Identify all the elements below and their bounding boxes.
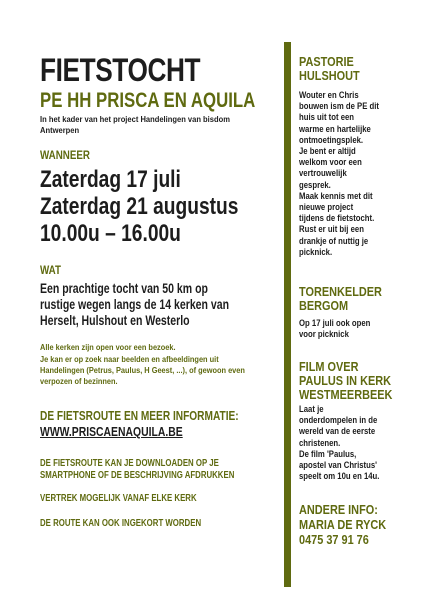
- note-line: verpozen of bezinnen.: [40, 376, 118, 386]
- intro-line: Antwerpen: [40, 125, 80, 135]
- what-line: Herselt, Hulshout en Westerlo: [40, 313, 190, 328]
- side-line: vertrouwelijk: [299, 168, 347, 179]
- side-heading: ANDERE INFO:: [299, 502, 378, 517]
- what-line: rustige wegen langs de 14 kerken van: [40, 297, 230, 312]
- side-text-film: [299, 404, 393, 482]
- hours-line: 10.00u – 16.00u: [40, 220, 181, 247]
- side-heading: TORENKELDER: [299, 284, 382, 299]
- what-line: Een prachtige tocht van 50 km op: [40, 281, 208, 296]
- note-line: Je kan er op zoek naar beelden en afbeeldingen uit: [40, 354, 219, 364]
- when-heading: WANNEER: [40, 150, 90, 162]
- note-line: Alle kerken zijn open voor een bezoek.: [40, 342, 176, 352]
- side-line: ontmoetingsplek.: [299, 134, 364, 145]
- side-line: Rust er uit bij een: [299, 224, 364, 235]
- side-line: huis uit tot een: [299, 112, 355, 123]
- date-line: Zaterdag 17 juli: [40, 166, 181, 193]
- contact-name: MARIA DE RYCK: [299, 517, 387, 532]
- column-divider: [284, 42, 291, 587]
- side-line: gesprek.: [299, 179, 331, 190]
- route-info-line: SMARTPHONE OF DE BESCHRIJVING AFDRUKKEN: [40, 470, 235, 481]
- side-line: Op 17 juli ook open: [299, 318, 371, 328]
- side-line: apostel van Christus': [299, 460, 377, 471]
- page-subtitle: PE HH PRISCA EN AQUILA: [40, 89, 256, 112]
- website-link[interactable]: WWW.PRISCAENAQUILA.BE: [40, 424, 183, 439]
- side-heading: PAULUS IN KERK: [299, 373, 392, 388]
- side-text-pastorie: [299, 90, 392, 258]
- route-info-line: DE ROUTE KAN OOK INGEKORT WORDEN: [40, 518, 202, 529]
- what-heading: WAT: [40, 265, 61, 277]
- side-line: wereld van de eerste: [299, 426, 376, 437]
- side-line: Je bent er altijd: [299, 146, 356, 157]
- side-line: onderdompelen in de: [299, 415, 378, 426]
- side-text-torenkelder: [299, 318, 382, 340]
- side-line: Maak kennis met dit: [299, 190, 373, 201]
- side-line: De film 'Paulus,: [299, 448, 357, 459]
- contact-phone: 0475 37 91 76: [299, 532, 369, 547]
- side-line: warme en hartelijke: [299, 123, 371, 134]
- side-line: speelt om 10u en 14u.: [299, 471, 380, 482]
- side-heading: BERGOM: [299, 298, 349, 313]
- side-heading: PASTORIE: [299, 54, 354, 69]
- side-line: drankje of nuttig je: [299, 235, 369, 246]
- route-info-line: DE FIETSROUTE KAN JE DOWNLOADEN OP JE: [40, 458, 219, 469]
- intro-text: [40, 114, 280, 136]
- side-line: bouwen ism de PE dit: [299, 101, 379, 112]
- side-line: tijdens de fietstocht.: [299, 213, 375, 224]
- page-title: FIETSTOCHT: [40, 52, 201, 88]
- date-line: Zaterdag 21 augustus: [40, 193, 239, 220]
- side-line: voor picknick: [299, 329, 349, 340]
- route-heading: DE FIETSROUTE EN MEER INFORMATIE:: [40, 408, 239, 423]
- side-line: nieuwe project: [299, 202, 354, 213]
- side-heading: FILM OVER: [299, 359, 359, 374]
- intro-line: In het kader van het project Handelingen van bisdom: [40, 114, 230, 124]
- note-line: Handelingen (Petrus, Paulus, H Geest, ...), of gewoon even: [40, 365, 245, 375]
- route-info-line: VERTREK MOGELIJK VANAF ELKE KERK: [40, 493, 197, 504]
- side-line: picknick.: [299, 246, 333, 257]
- side-line: christenen.: [299, 437, 341, 448]
- side-line: welkom voor een: [299, 157, 362, 168]
- side-heading: WESTMEERBEEK: [299, 387, 393, 402]
- side-heading: HULSHOUT: [299, 68, 360, 83]
- side-line: Laat je: [299, 404, 324, 414]
- side-line: Wouter en Chris: [299, 90, 359, 100]
